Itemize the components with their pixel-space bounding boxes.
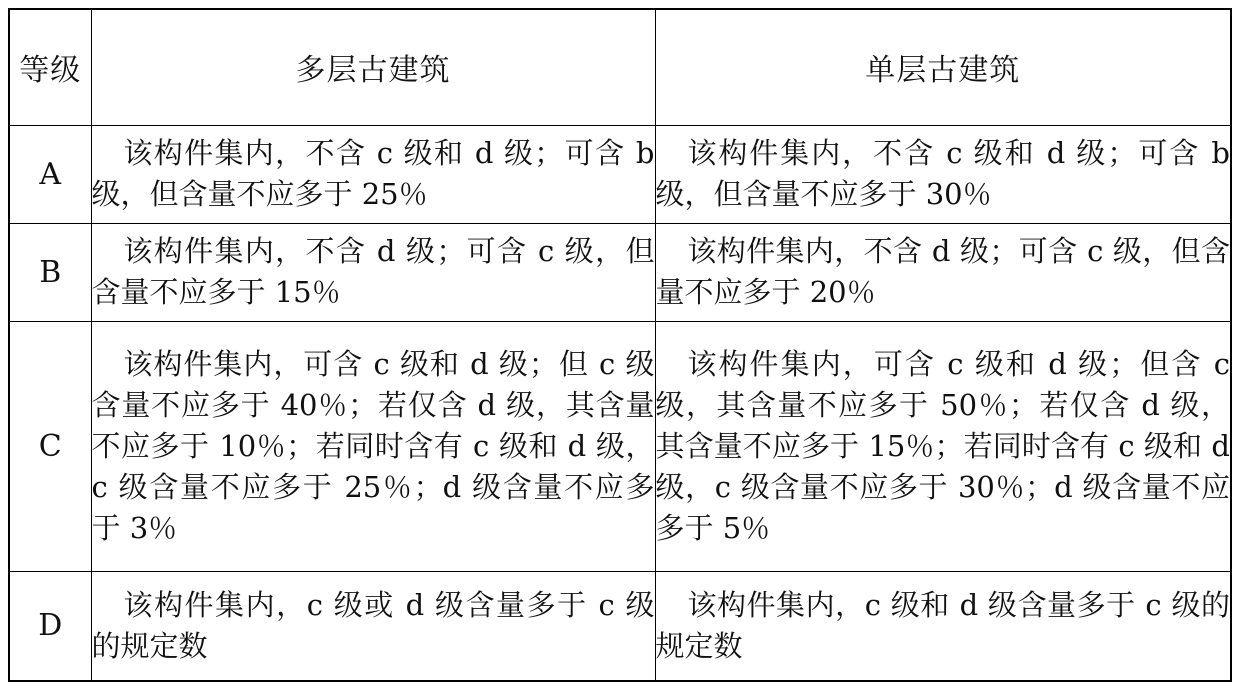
header-single-storey: 单层古建筑 <box>655 9 1231 125</box>
header-grade: 等级 <box>9 9 91 125</box>
multi-storey-cell: 该构件集内，不含 d 级；可含 c 级，但含量不应多于 15％ <box>91 223 655 321</box>
grade-cell: D <box>9 571 91 681</box>
header-multi-storey: 多层古建筑 <box>91 9 655 125</box>
single-storey-cell: 该构件集内，不含 c 级和 d 级；可含 b 级，但含量不应多于 30％ <box>655 125 1231 223</box>
multi-storey-cell: 该构件集内，可含 c 级和 d 级；但 c 级含量不应多于 40％；若仅含 d 级，其含量不应多于 10％；若同时含有 c 级和 d 级，c 级含量不应多于 25％；d 级含量不应多于 3％ <box>91 321 655 571</box>
table-row <box>9 125 1231 223</box>
multi-storey-cell: 该构件集内，不含 c 级和 d 级；可含 b 级，但含量不应多于 25％ <box>91 125 655 223</box>
multi-storey-cell: 该构件集内，c 级或 d 级含量多于 c 级的规定数 <box>91 571 655 681</box>
table-row <box>9 321 1231 571</box>
grade-cell: A <box>9 125 91 223</box>
single-storey-cell: 该构件集内，c 级和 d 级含量多于 c 级的规定数 <box>655 571 1231 681</box>
table-header-row <box>9 9 1231 125</box>
grade-table <box>8 8 1232 682</box>
grade-cell: C <box>9 321 91 571</box>
grade-cell: B <box>9 223 91 321</box>
single-storey-cell: 该构件集内，不含 d 级；可含 c 级，但含量不应多于 20％ <box>655 223 1231 321</box>
single-storey-cell: 该构件集内，可含 c 级和 d 级；但含 c 级，其含量不应多于 50％；若仅含 d 级，其含量不应多于 15％；若同时含有 c 级和 d 级，c 级含量不应多于 30％；d 级含量不应多于 5％ <box>655 321 1231 571</box>
table-row <box>9 223 1231 321</box>
table-row <box>9 571 1231 681</box>
